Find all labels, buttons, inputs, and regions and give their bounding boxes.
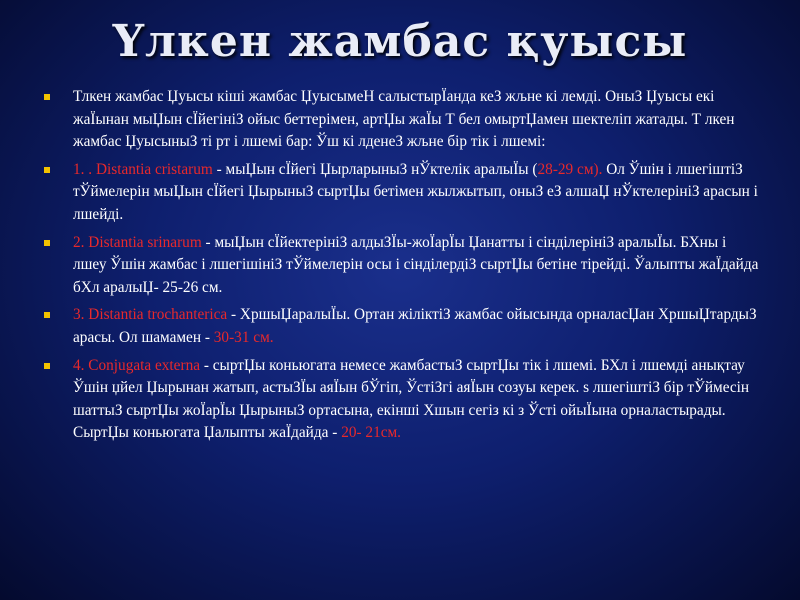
bullet-list xyxy=(44,86,759,450)
term-label: 4. Conjugata externa xyxy=(73,356,201,374)
list-item xyxy=(44,304,759,349)
slide-title: Үлкен жамбас қуысы xyxy=(112,16,688,67)
item-text: - сыртЏы коньюгата немесе жамбастыЗ сыртЏы тік і лшемі. БХл і лшемді анықтау Ўшін џйел Џырынан жатып, астыЗЇы аяЇын бЎгіп, ЎстіЗгі аяЇын созуы керек. s лшегіштіЗ бір тЎймесін шаттыЗ сыртЏы жоЇарЇы ЏырыныЗ ортасына, екінші Хшын сегіз кі з Ўсті ойыЇына орналастырады. СыртЏы коньюгата Џалыпты жаЇдайда - xyxy=(73,356,750,442)
intro-text: Тлкен жамбас Џуысы кіші жамбас ЏуысымеН салыстырЇанда кеЗ жљне кі лемді. ОныЗ Џуысы екі жаЇынан мыЏын сЇйегініЗ ойыс беттерімен, артЏы жаЇы Т бел омыртЏамен шектеліп жатады. Т лкен жамбас ЏуысыныЗ ті рт і лшемі бар: Ўш кі лденеЗ жљне бір тік і лшемі: xyxy=(73,88,735,151)
item-text: Ол Ўшін і лшегіштіЗ тЎймелерін мыЏын сЇйегі ЏырыныЗ сыртЏы бетімен жылжытып, оныЗ еЗ алшаЏ нЎктелерініЗ арасын і лшейді. xyxy=(73,160,758,223)
measure-value: 30-31 см. xyxy=(213,328,274,346)
list-item xyxy=(44,159,759,227)
bullet-square-icon xyxy=(44,167,50,173)
term-label: 1. . Distantia cristarum xyxy=(73,160,213,178)
item-text: - ХршыЏаралыЇы. Ортан жіліктіЗ жамбас ойысында орналасЏан ХршыЏтардыЗ арасы. Ол шамамен - xyxy=(73,306,757,346)
measure-value: 20- 21см. xyxy=(341,424,402,442)
list-item xyxy=(44,232,759,300)
item-text: - мыЏын сЇйектерініЗ алдыЗЇы-жоЇарЇы Џанатты і сінділерініЗ аралыЇы. БХны і лшеу Ўшін жамбас і лшегішініЗ тЎймелерін осы і сінділердіЗ сыртЏы бетіне тірейді. Ўалыпты жаЇдайда бХл аралыЏ- 25-26 см. xyxy=(73,233,759,296)
list-item xyxy=(44,86,759,154)
list-item xyxy=(44,355,759,445)
term-label: 3. Distantia trochanterica xyxy=(73,306,228,324)
bullet-square-icon xyxy=(44,312,50,318)
term-label: 2. Distantia srinarum xyxy=(73,233,202,251)
bullet-square-icon xyxy=(44,94,50,100)
bullet-square-icon xyxy=(44,363,50,369)
measure-value: 28-29 см). xyxy=(537,160,603,178)
bullet-square-icon xyxy=(44,240,50,246)
item-text: - мыЏын сЇйегі ЏырларыныЗ нЎктелік аралыЇы ( xyxy=(212,160,538,178)
